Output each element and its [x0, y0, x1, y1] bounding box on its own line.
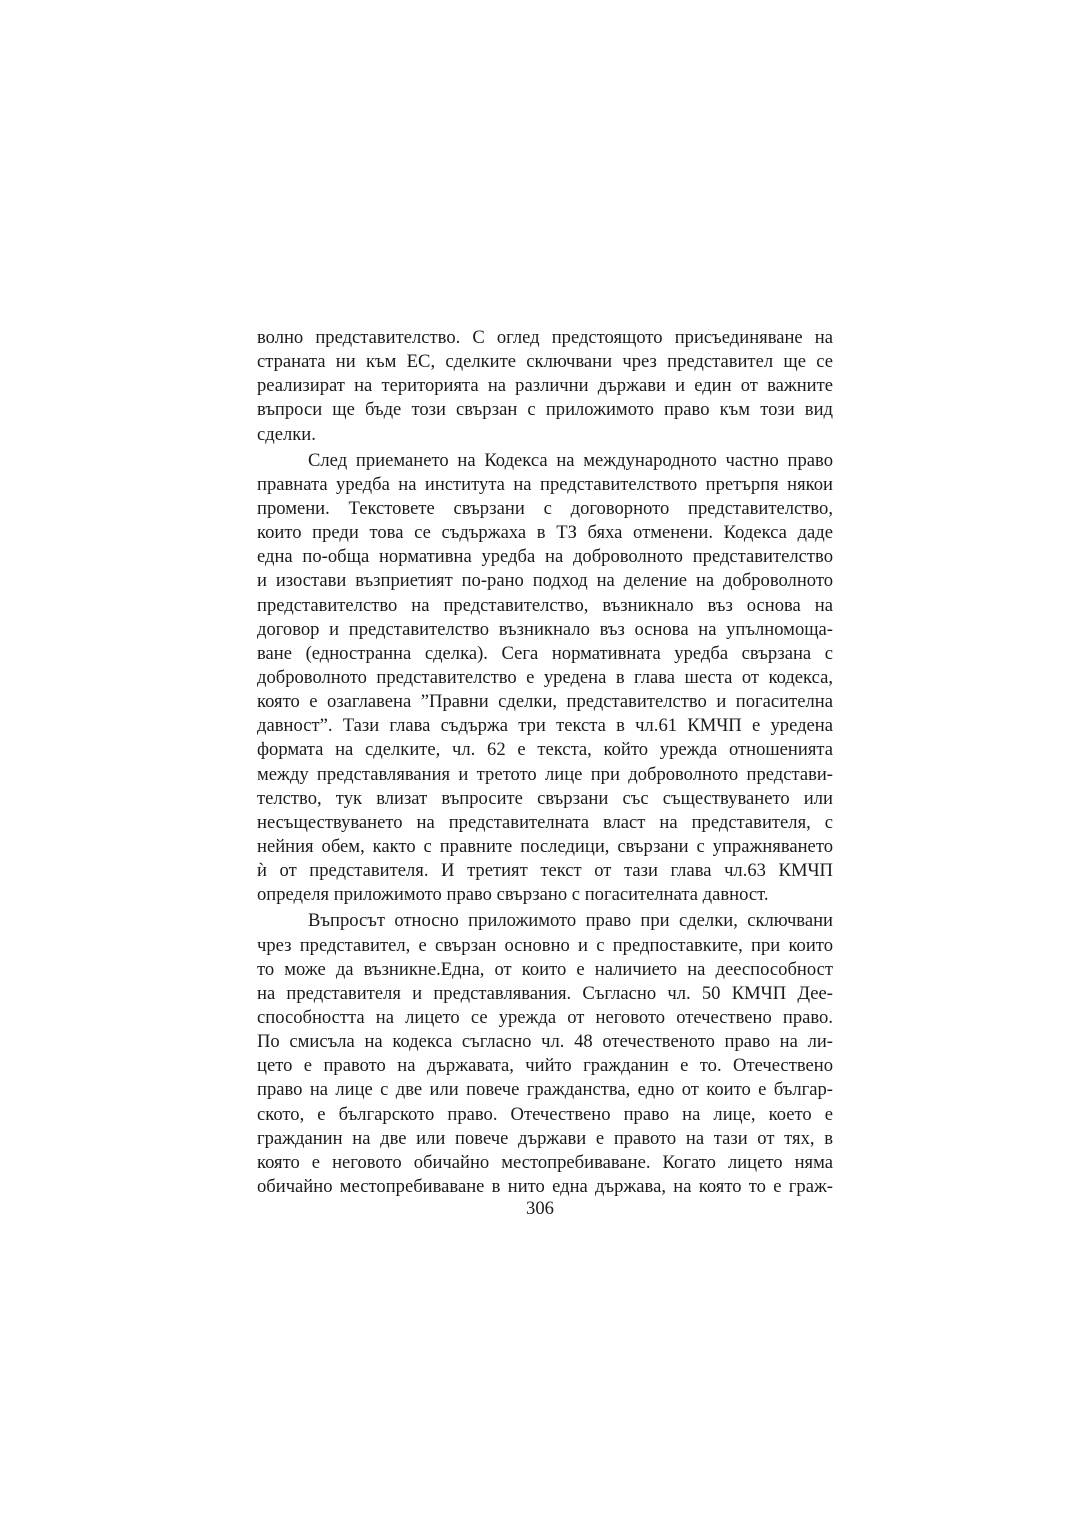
text-line: волно представителство. С оглед предстоящото присъединяване на	[257, 327, 833, 348]
text-line: ѝ от представителя. И третият текст от тази глава чл.63 КМЧП	[257, 860, 833, 882]
text-line: промени. Текстовете свързани с договорното представителство,	[257, 497, 833, 519]
text-line: които преди това се съдържаха в ТЗ бяха отменени. Кодекса даде	[257, 522, 833, 544]
text-line: телство, тук влизат въпросите свързани със съществуването или	[257, 787, 833, 809]
text-line: една по-обща нормативна уредба на доброволното представителство	[257, 546, 833, 568]
text-line: давност”. Тази глава съдържа три текста в чл.61 КМЧП е уредена	[257, 715, 833, 737]
text-line: По смисъла на кодекса съгласно чл. 48 отечественото право на ли-	[257, 1031, 833, 1053]
text-line: нейния обем, както с правните последици, свързани с упражняването	[257, 835, 833, 857]
text-line: договор и представителство възникнало въз основа на упълномоща-	[257, 618, 833, 640]
text-line: и изостави възприетият по-рано подход на деление на доброволното	[257, 570, 833, 592]
text-line: доброволното представителство е уредена в глава шеста от кодекса,	[257, 666, 833, 688]
paragraph	[257, 449, 833, 908]
text-line: реализират на територията на различни държави и един от важните	[257, 375, 833, 397]
text-line: цето е правото на държавата, чийто гражданин е то. Отечествено	[257, 1055, 833, 1077]
body-text	[257, 326, 833, 1199]
text-line: След приемането на Кодекса на международното частно право	[308, 449, 833, 471]
text-line: право на лице с две или повече гражданства, едно от които е българ-	[257, 1079, 833, 1101]
text-line: ване (едностранна сделка). Сега нормативната уредба свързана с	[257, 642, 833, 664]
text-line: то може да възникне.Една, от които е наличието на дееспособност	[257, 958, 833, 980]
text-line: въпроси ще бъде този свързан с приложимото право към този вид	[257, 399, 833, 421]
text-line: несъществуването на представителната власт на представителя, с	[257, 811, 833, 833]
text-line: между представлявания и третото лице при доброволното представи-	[257, 763, 833, 785]
text-line: ското, е българското право. Отечествено право на лице, което е	[257, 1103, 833, 1125]
text-line: правната уредба на института на представителството претърпя някои	[257, 473, 833, 495]
text-line: сделки.	[257, 423, 316, 445]
text-line: чрез представител, е свързан основно и с предпоставките, при които	[257, 934, 833, 956]
text-line: гражданин на две или повече държави е правото на тази от тях, в	[257, 1127, 833, 1149]
paragraph	[257, 909, 833, 1199]
text-line: формата на сделките, чл. 62 е текста, който урежда отношенията	[257, 739, 833, 761]
paragraph	[257, 326, 833, 447]
text-line: обичайно местопребиваване в нито една държава, на която то е граж-	[257, 1175, 833, 1197]
text-line: страната ни към ЕС, сделките сключвани чрез представител ще се	[257, 351, 833, 373]
text-line: представителство на представителство, възникнало въз основа на	[257, 594, 833, 616]
text-line: която е неговото обичайно местопребиваване. Когато лицето няма	[257, 1151, 833, 1173]
text-line: Въпросът относно приложимото право при сделки, сключвани	[308, 910, 833, 932]
page-number: 306	[526, 1198, 554, 1219]
text-line: определя приложимото право свързано с погасителната давност.	[257, 884, 769, 906]
text-line: която е озаглавена ”Правни сделки, представителство и погасителна	[257, 691, 833, 713]
text-line: способността на лицето се урежда от неговото отечествено право.	[257, 1006, 833, 1028]
text-line: на представителя и представлявания. Съгласно чл. 50 КМЧП Дее-	[257, 982, 833, 1004]
